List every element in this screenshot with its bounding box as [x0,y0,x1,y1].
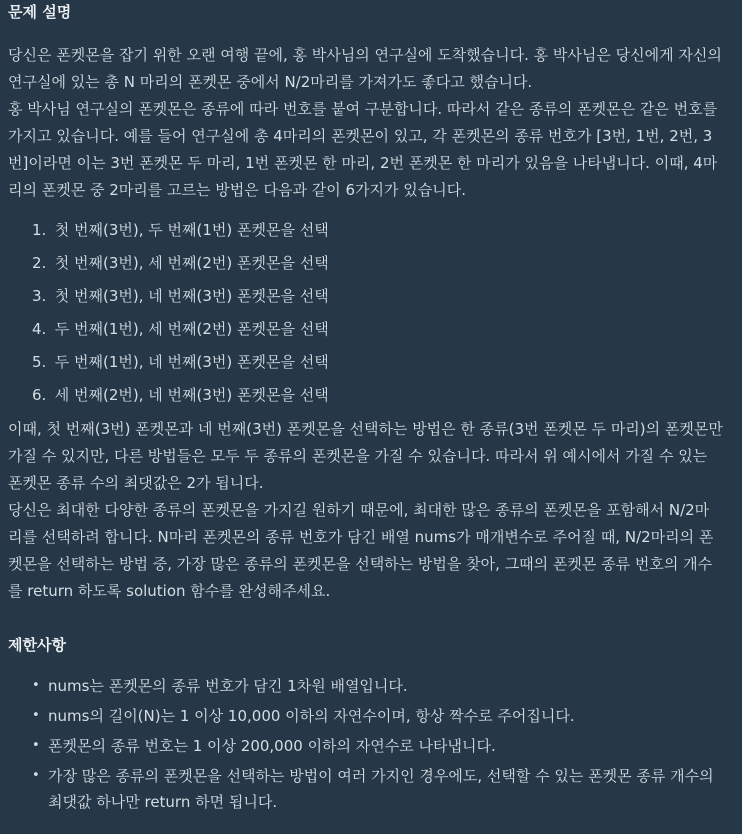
list-item-number: 2. [32,254,47,272]
description-line: 가지고 있습니다. 예를 들어 연구실에 총 4마리의 폰켓몬이 있고, 각 폰켓몬의 종류 번호가 [3번, 1번, 2번, 3 [8,127,713,145]
description-conclusion [8,416,728,605]
bullet-icon: • [32,708,40,723]
description-line: 리를 선택하려 합니다. N마리 폰켓몬의 종류 번호가 담긴 배열 nums가 매개변수로 주어질 때, N/2마리의 폰 [8,528,714,546]
bullet-icon: • [32,678,40,693]
list-item [32,379,728,412]
description-line: 를 return 하도록 solution 함수를 완성해주세요. [8,582,331,600]
description-line: 번]이라면 이는 3번 폰켓몬 두 마리, 1번 폰켓몬 한 마리, 2번 폰켓몬 한 마리가 있음을 나타냅니다. 이때, 4마 [8,154,718,172]
list-item [32,313,728,346]
list-item [32,280,728,313]
constraints-heading: 제한사항 [8,636,66,654]
description-line: 리의 폰켓몬 중 2마리를 고르는 방법은 다음과 같이 6가지가 있습니다. [8,181,467,199]
constraint-item [32,703,728,729]
bullet-icon: • [32,738,40,753]
list-item-number: 4. [32,320,47,338]
list-item-text: 첫 번째(3번), 두 번째(1번) 폰켓몬을 선택 [54,221,329,239]
list-item-text: 첫 번째(3번), 네 번째(3번) 폰켓몬을 선택 [54,287,329,305]
list-item [32,214,728,247]
description-line: 켓몬을 선택하는 방법 중, 가장 많은 종류의 폰켓몬을 선택하는 방법을 찾아, 그때의 폰켓몬 종류 번호의 개수 [8,555,713,573]
constraint-text: 최댓값 하나만 return 하면 됩니다. [48,793,278,811]
constraint-text: 가장 많은 종류의 폰켓몬을 선택하는 방법이 여러 가지인 경우에도, 선택할 수 있는 폰켓몬 종류 개수의 [48,767,714,785]
constraints-list [8,673,728,815]
list-item [32,247,728,280]
list-item-number: 1. [32,221,47,239]
list-item-number: 5. [32,353,47,371]
bullet-icon: • [32,768,40,783]
constraint-item [32,673,728,699]
list-item-text: 세 번째(2번), 네 번째(3번) 폰켓몬을 선택 [54,386,329,404]
list-item [32,346,728,379]
constraint-item [32,763,728,815]
description-line: 홍 박사님 연구실의 폰켓몬은 종류에 따라 번호를 붙여 구분합니다. 따라서 같은 종류의 폰켓몬은 같은 번호를 [8,100,718,118]
list-item-text: 두 번째(1번), 네 번째(3번) 폰켓몬을 선택 [54,353,329,371]
description-line: 폰켓몬 종류 수의 최댓값은 2가 됩니다. [8,474,264,492]
list-item-text: 첫 번째(3번), 세 번째(2번) 폰켓몬을 선택 [54,254,329,272]
constraint-item [32,733,728,759]
constraint-text: nums의 길이(N)는 1 이상 10,000 이하의 자연수이며, 항상 짝수로 주어집니다. [48,707,575,725]
list-item-number: 6. [32,386,47,404]
description-line: 가질 수 있지만, 다른 방법들은 모두 두 종류의 폰켓몬을 가질 수 있습니다. 따라서 위 예시에서 가질 수 있는 [8,447,708,465]
description-line: 당신은 폰켓몬을 잡기 위한 오랜 여행 끝에, 홍 박사님의 연구실에 도착했습니다. 홍 박사님은 당신에게 자신의 [8,46,722,64]
description-line: 연구실에 있는 총 N 마리의 폰켓몬 중에서 N/2마리를 가져가도 좋다고 했습니다. [8,73,533,91]
description-intro [8,42,728,204]
constraint-text: 폰켓몬의 종류 번호는 1 이상 200,000 이하의 자연수로 나타냅니다. [48,737,496,755]
list-item-number: 3. [32,287,47,305]
description-heading: 문제 설명 [8,3,72,21]
description-line: 이때, 첫 번째(3번) 폰켓몬과 네 번째(3번) 폰켓몬을 선택하는 방법은 한 종류(3번 폰켓몬 두 마리)의 폰켓몬만 [8,420,723,438]
selection-options-list [8,214,728,412]
constraint-text: nums는 폰켓몬의 종류 번호가 담긴 1차원 배열입니다. [48,677,408,695]
description-line: 당신은 최대한 다양한 종류의 폰켓몬을 가지길 원하기 때문에, 최대한 많은 종류의 폰켓몬을 포함해서 N/2마 [8,501,710,519]
list-item-text: 두 번째(1번), 세 번째(2번) 폰켓몬을 선택 [54,320,329,338]
